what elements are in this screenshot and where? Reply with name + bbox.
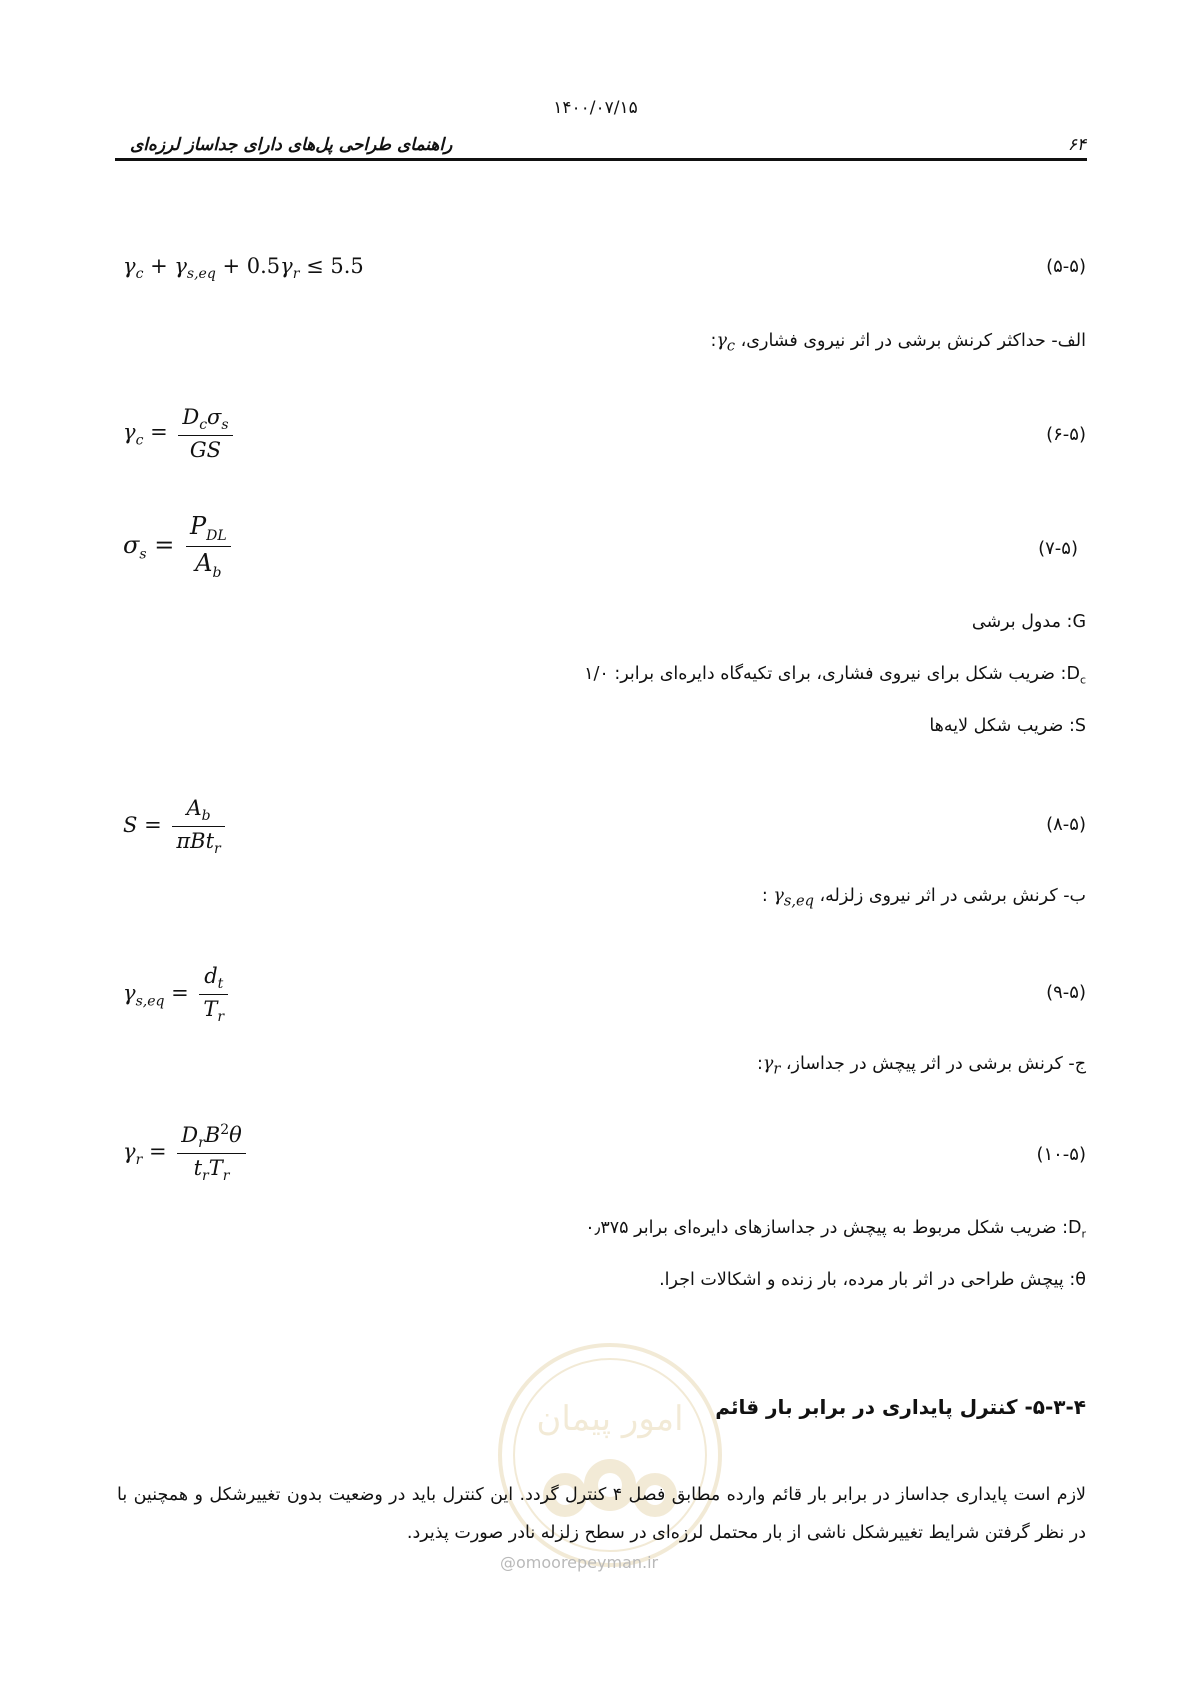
header-date: ۱۴۰۰/۰۷/۱۵ <box>553 98 638 118</box>
definition-theta: θ: پیچش طراحی در اثر بار مرده، بار زنده و اشکالات اجرا. <box>659 1270 1086 1290</box>
section-body: لازم است پایداری جداساز در برابر بار قائم وارده مطابق فصل ۴ کنترل گردد. این کنترل باید در وضعیت بدون تغییرشکل و همچنین با در نظر گرفتن شرایط تغییرشکل ناشی از بار محتمل لرزه‌ای در سطح زلزله نادر صورت پذیرد. <box>117 1485 1086 1543</box>
equation-number: (۶-۵) <box>1046 424 1086 445</box>
definition-Dr: $D_r$: ضریب شکل مربوط به پیچش در جداسازهای دایره‌ای برابر ۰٫۳۷۵ <box>585 1218 1086 1241</box>
header-rule <box>115 158 1087 161</box>
equation-number: (۸-۵) <box>1046 814 1086 835</box>
watermark-logo-text: امور پیمان <box>536 1399 684 1439</box>
equation-7-5: $\sigma_s$ = $\frac{P_{DL}}{A_b}$ <box>123 512 235 581</box>
equation-8-5: S = $\frac{A_b}{\pi Bt_r}$ <box>123 796 229 857</box>
equation-number: (۱۰-۵) <box>1036 1144 1086 1165</box>
equation-5-5: $\gamma_c + \gamma_{s,eq} + 0.5\gamma_r \le 5.5$ <box>123 254 364 283</box>
definition-gamma-c: الف- حداکثر کرنش برشی در اثر نیروی فشاری، $\gamma_c$: <box>710 331 1086 355</box>
equation-number: (۹-۵) <box>1046 982 1086 1003</box>
definition-gamma-r: ج- کرنش برشی در اثر پیچش در جداساز، $\gamma_r$: <box>756 1054 1086 1078</box>
section-heading: ۵-۳-۴- کنترل پایداری در برابر بار قائم <box>715 1395 1086 1419</box>
watermark-url: @omoorepeyman.ir <box>500 1553 659 1572</box>
equation-number: (۵-۵) <box>1046 256 1086 277</box>
running-title: راهنمای طراحی پل‌های دارای جداساز لرزه‌ای <box>130 135 453 155</box>
equation-10-5: $\gamma_r$ = $\frac{D_rB^2\theta}{t_rT_r}$ <box>123 1122 250 1184</box>
definition-S: S: ضریب شکل لایه‌ها <box>929 716 1086 736</box>
equation-6-5: $\gamma_c$ = $\frac{D_c\sigma_s}{GS}$ <box>123 405 237 462</box>
definition-G: G: مدول برشی <box>971 612 1086 632</box>
equation-9-5: $\gamma_{s,eq}$ = $\frac{d_t}{T_r}$ <box>123 964 232 1025</box>
definition-gamma-seq: ب- کرنش برشی در اثر نیروی زلزله، $\gamma_{s,eq}$ : <box>761 886 1086 910</box>
equation-number: (۷-۵) <box>1038 538 1078 559</box>
definition-Dc: $D_c$: ضریب شکل برای نیروی فشاری، برای تکیه‌گاه دایره‌ای برابر: ۱/۰ <box>584 664 1086 687</box>
page-number: ۶۴ <box>1067 135 1086 155</box>
